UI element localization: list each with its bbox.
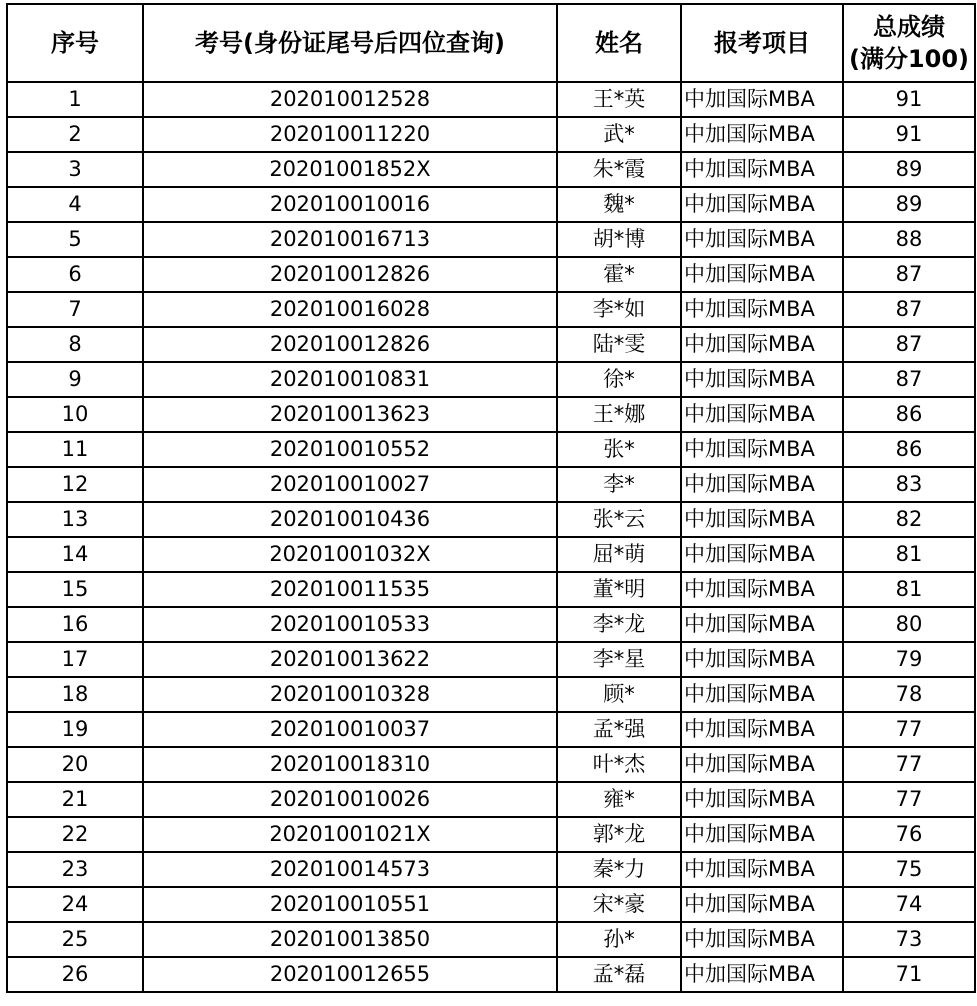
cell-project: 中加国际MBA (681, 957, 843, 992)
cell-score: 83 (843, 467, 975, 502)
cell-name: 王*英 (557, 82, 681, 117)
table-row (7, 222, 975, 257)
cell-seq: 19 (7, 712, 143, 747)
cell-name: 李*如 (557, 292, 681, 327)
cell-seq: 12 (7, 467, 143, 502)
cell-score: 88 (843, 222, 975, 257)
cell-seq: 4 (7, 187, 143, 222)
table-row (7, 572, 975, 607)
cell-exam-no: 202010012528 (143, 82, 557, 117)
cell-project: 中加国际MBA (681, 922, 843, 957)
cell-exam-no: 202010018310 (143, 747, 557, 782)
cell-exam-no: 202010012826 (143, 257, 557, 292)
cell-name: 董*明 (557, 572, 681, 607)
cell-project: 中加国际MBA (681, 887, 843, 922)
cell-score: 79 (843, 642, 975, 677)
cell-score: 89 (843, 152, 975, 187)
cell-seq: 9 (7, 362, 143, 397)
cell-seq: 6 (7, 257, 143, 292)
cell-score: 91 (843, 82, 975, 117)
cell-exam-no: 202010016713 (143, 222, 557, 257)
cell-name: 顾* (557, 677, 681, 712)
cell-seq: 15 (7, 572, 143, 607)
cell-seq: 25 (7, 922, 143, 957)
table-row (7, 817, 975, 852)
cell-project: 中加国际MBA (681, 572, 843, 607)
cell-seq: 2 (7, 117, 143, 152)
cell-score: 81 (843, 537, 975, 572)
cell-exam-no: 202010011535 (143, 572, 557, 607)
cell-name: 孙* (557, 922, 681, 957)
cell-project: 中加国际MBA (681, 257, 843, 292)
cell-score: 81 (843, 572, 975, 607)
cell-name: 屈*萌 (557, 537, 681, 572)
cell-name: 孟*强 (557, 712, 681, 747)
cell-name: 张*云 (557, 502, 681, 537)
cell-name: 武* (557, 117, 681, 152)
cell-exam-no: 202010013850 (143, 922, 557, 957)
table-row (7, 712, 975, 747)
cell-seq: 11 (7, 432, 143, 467)
cell-project: 中加国际MBA (681, 747, 843, 782)
table-row (7, 782, 975, 817)
cell-project: 中加国际MBA (681, 362, 843, 397)
cell-exam-no: 202010010551 (143, 887, 557, 922)
cell-name: 李*星 (557, 642, 681, 677)
header-row (7, 4, 975, 82)
cell-seq: 5 (7, 222, 143, 257)
header-seq: 序号 (7, 4, 143, 82)
cell-seq: 22 (7, 817, 143, 852)
cell-score: 89 (843, 187, 975, 222)
cell-score: 87 (843, 327, 975, 362)
cell-name: 秦*力 (557, 852, 681, 887)
cell-name: 张* (557, 432, 681, 467)
cell-score: 77 (843, 747, 975, 782)
cell-name: 胡*博 (557, 222, 681, 257)
cell-score: 75 (843, 852, 975, 887)
cell-score: 87 (843, 257, 975, 292)
cell-seq: 7 (7, 292, 143, 327)
cell-score: 74 (843, 887, 975, 922)
cell-score: 71 (843, 957, 975, 992)
cell-project: 中加国际MBA (681, 467, 843, 502)
header-score-title: 总成绩 (873, 13, 945, 41)
cell-seq: 23 (7, 852, 143, 887)
cell-exam-no: 202010010552 (143, 432, 557, 467)
cell-project: 中加国际MBA (681, 642, 843, 677)
cell-exam-no: 202010010037 (143, 712, 557, 747)
cell-score: 80 (843, 607, 975, 642)
table-row (7, 117, 975, 152)
cell-project: 中加国际MBA (681, 117, 843, 152)
cell-name: 雍* (557, 782, 681, 817)
cell-project: 中加国际MBA (681, 327, 843, 362)
cell-exam-no: 20201001021X (143, 817, 557, 852)
table-body (7, 82, 975, 992)
table-row (7, 397, 975, 432)
results-table (6, 3, 976, 993)
table-row (7, 677, 975, 712)
cell-project: 中加国际MBA (681, 82, 843, 117)
cell-score: 91 (843, 117, 975, 152)
table-row (7, 432, 975, 467)
header-score-note: (满分100) (848, 45, 970, 73)
cell-exam-no: 202010010436 (143, 502, 557, 537)
cell-exam-no: 202010013623 (143, 397, 557, 432)
cell-seq: 1 (7, 82, 143, 117)
table-row (7, 362, 975, 397)
cell-score: 87 (843, 362, 975, 397)
cell-score: 77 (843, 712, 975, 747)
cell-project: 中加国际MBA (681, 187, 843, 222)
header-score (843, 4, 975, 82)
cell-exam-no: 202010010831 (143, 362, 557, 397)
table-row (7, 642, 975, 677)
cell-exam-no: 202010016028 (143, 292, 557, 327)
cell-project: 中加国际MBA (681, 712, 843, 747)
cell-project: 中加国际MBA (681, 292, 843, 327)
cell-seq: 16 (7, 607, 143, 642)
cell-seq: 21 (7, 782, 143, 817)
cell-name: 霍* (557, 257, 681, 292)
cell-exam-no: 20201001032X (143, 537, 557, 572)
table-row (7, 257, 975, 292)
table-row (7, 887, 975, 922)
cell-seq: 17 (7, 642, 143, 677)
cell-seq: 3 (7, 152, 143, 187)
cell-project: 中加国际MBA (681, 677, 843, 712)
cell-seq: 10 (7, 397, 143, 432)
table-row (7, 852, 975, 887)
cell-name: 宋*豪 (557, 887, 681, 922)
cell-project: 中加国际MBA (681, 782, 843, 817)
cell-score: 73 (843, 922, 975, 957)
cell-name: 陆*雯 (557, 327, 681, 362)
cell-project: 中加国际MBA (681, 537, 843, 572)
table-row (7, 607, 975, 642)
cell-exam-no: 202010012655 (143, 957, 557, 992)
cell-exam-no: 202010013622 (143, 642, 557, 677)
cell-name: 李* (557, 467, 681, 502)
header-exam-no: 考号(身份证尾号后四位查询) (143, 4, 557, 82)
cell-project: 中加国际MBA (681, 502, 843, 537)
cell-name: 郭*龙 (557, 817, 681, 852)
cell-name: 孟*磊 (557, 957, 681, 992)
cell-exam-no: 202010010328 (143, 677, 557, 712)
cell-exam-no: 202010014573 (143, 852, 557, 887)
cell-exam-no: 202010010016 (143, 187, 557, 222)
table-row (7, 82, 975, 117)
cell-project: 中加国际MBA (681, 222, 843, 257)
cell-exam-no: 202010010027 (143, 467, 557, 502)
cell-name: 魏* (557, 187, 681, 222)
table-row (7, 187, 975, 222)
cell-seq: 26 (7, 957, 143, 992)
cell-exam-no: 202010012826 (143, 327, 557, 362)
cell-seq: 8 (7, 327, 143, 362)
header-project: 报考项目 (681, 4, 843, 82)
cell-score: 86 (843, 397, 975, 432)
cell-score: 86 (843, 432, 975, 467)
table-header (7, 4, 975, 82)
table-row (7, 957, 975, 992)
table-row (7, 502, 975, 537)
cell-exam-no: 202010010533 (143, 607, 557, 642)
cell-name: 朱*霞 (557, 152, 681, 187)
cell-seq: 14 (7, 537, 143, 572)
cell-score: 82 (843, 502, 975, 537)
table-row (7, 327, 975, 362)
cell-exam-no: 202010010026 (143, 782, 557, 817)
table-row (7, 292, 975, 327)
cell-seq: 13 (7, 502, 143, 537)
cell-name: 徐* (557, 362, 681, 397)
cell-project: 中加国际MBA (681, 607, 843, 642)
cell-seq: 18 (7, 677, 143, 712)
cell-score: 78 (843, 677, 975, 712)
cell-score: 77 (843, 782, 975, 817)
cell-project: 中加国际MBA (681, 817, 843, 852)
cell-seq: 20 (7, 747, 143, 782)
cell-project: 中加国际MBA (681, 152, 843, 187)
cell-project: 中加国际MBA (681, 852, 843, 887)
cell-project: 中加国际MBA (681, 432, 843, 467)
table-row (7, 467, 975, 502)
cell-name: 叶*杰 (557, 747, 681, 782)
cell-project: 中加国际MBA (681, 397, 843, 432)
table-row (7, 537, 975, 572)
cell-score: 76 (843, 817, 975, 852)
table-row (7, 152, 975, 187)
header-name: 姓名 (557, 4, 681, 82)
cell-seq: 24 (7, 887, 143, 922)
cell-exam-no: 202010011220 (143, 117, 557, 152)
table-row (7, 922, 975, 957)
cell-name: 李*龙 (557, 607, 681, 642)
cell-name: 王*娜 (557, 397, 681, 432)
cell-score: 87 (843, 292, 975, 327)
cell-exam-no: 20201001852X (143, 152, 557, 187)
table-row (7, 747, 975, 782)
